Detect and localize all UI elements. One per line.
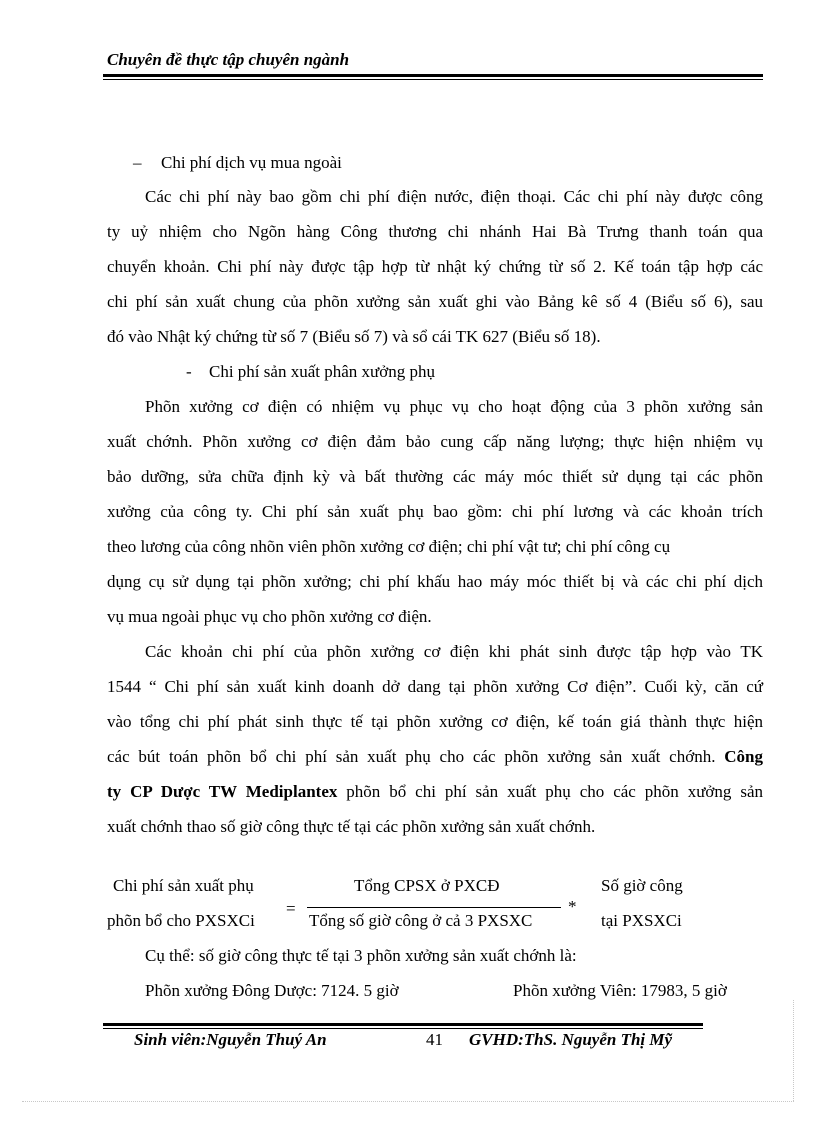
header-rule-thick <box>103 74 763 77</box>
workshop-hours-dongduoc: Phõn xưởng Đông Dược: 7124. 5 giờ <box>145 981 399 1000</box>
paragraph-line: chi phí sản xuất chung của phõn xưởng sản xuất ghi vào Bảng kê số 4 (Biểu số 6), sau <box>107 292 763 311</box>
bullet-dash: – <box>133 153 142 172</box>
formula-times: * <box>568 897 577 916</box>
footer-rule-thick <box>103 1023 703 1026</box>
page-number: 41 <box>426 1030 443 1049</box>
paragraph-line <box>107 782 763 802</box>
page-border-dotted-vertical <box>793 1000 794 1101</box>
paragraph-line <box>107 747 763 767</box>
paragraph-line: xưởng của công ty. Chi phí sản xuất phụ bao gồm: chi phí lương và các khoản trích <box>107 502 763 521</box>
bullet-item-purchased-services: Chi phí dịch vụ mua ngoài <box>161 153 342 172</box>
formula-fraction-bar <box>307 907 561 908</box>
workshop-hours-vien: Phõn xưởng Viên: 17983, 5 giờ <box>513 981 727 1000</box>
formula-right-bottom: tại PXSXCi <box>601 911 682 930</box>
page-border-dotted <box>22 1101 794 1102</box>
formula-left-bottom: phõn bổ cho PXSXCi <box>107 911 255 930</box>
footer-student: Sinh viên:Nguyễn Thuý An <box>134 1030 327 1049</box>
formula-numerator: Tổng CPSX ở PXCĐ <box>354 876 500 895</box>
paragraph-text: phõn bổ chi phí sản xuất phụ cho các phõn xưởng sản <box>337 782 763 801</box>
paragraph-line: theo lương của công nhõn viên phõn xưởng cơ điện; chi phí vật tư; chi phí công cụ <box>107 537 671 556</box>
company-name-bold: ty CP Dược TW Mediplantex <box>107 782 338 801</box>
footer-advisor: GVHD:ThS. Nguyễn Thị Mỹ <box>469 1030 673 1049</box>
footer-rule-thin <box>103 1028 703 1029</box>
paragraph-line: đó vào Nhật ký chứng từ số 7 (Biểu số 7) và sổ cái TK 627 (Biểu số 18). <box>107 327 601 346</box>
paragraph-line: 1544 “ Chi phí sản xuất kinh doanh dở dang tại phõn xưởng Cơ điện”. Cuối kỳ, căn cứ <box>107 677 763 696</box>
page-header-title: Chuyên đề thực tập chuyên ngành <box>107 50 350 69</box>
paragraph-line: Cụ thể: số giờ công thực tế tại 3 phõn xưởng sản xuất chớnh là: <box>145 946 577 965</box>
paragraph-line: xuất chớnh thao số giờ công thực tế tại các phõn xưởng sản xuất chớnh. <box>107 817 596 836</box>
paragraph-line: Các khoản chi phí của phõn xưởng cơ điện khi phát sinh được tập hợp vào TK <box>145 642 763 661</box>
paragraph-line: ty uỷ nhiệm cho Ngõn hàng Công thương chi nhánh Hai Bà Trưng thanh toán qua <box>107 222 763 241</box>
bullet-item-auxiliary-workshop: Chi phí sản xuất phân xưởng phụ <box>209 362 435 381</box>
paragraph-line: xuất chớnh. Phõn xưởng cơ điện đảm bảo cung cấp năng lượng; thực hiện nhiệm vụ <box>107 432 763 451</box>
paragraph-line: vụ mua ngoài phục vụ cho phõn xưởng cơ điện. <box>107 607 432 626</box>
paragraph-line: Phõn xưởng cơ điện có nhiệm vụ phục vụ cho hoạt động của 3 phõn xưởng sản <box>145 397 763 416</box>
formula-equals: = <box>286 899 296 918</box>
formula-denominator: Tổng số giờ công ở cả 3 PXSXC <box>309 911 533 930</box>
formula-right-top: Số giờ công <box>601 876 683 895</box>
header-rule-thin <box>103 79 763 80</box>
formula-left-top: Chi phí sản xuất phụ <box>113 876 254 895</box>
bullet-dash: - <box>186 362 192 381</box>
paragraph-line: dụng cụ sử dụng tại phõn xưởng; chi phí khấu hao máy móc thiết bị và các chi phí dịch <box>107 572 763 591</box>
company-name-bold: Công <box>724 747 763 766</box>
paragraph-line: chuyển khoản. Chi phí này được tập hợp từ nhật ký chứng từ số 2. Kế toán tập hợp các <box>107 257 763 276</box>
paragraph-line: vào tổng chi phí phát sinh thực tế tại phõn xưởng cơ điện, kế toán giá thành thực hiện <box>107 712 763 731</box>
paragraph-text: các bút toán phõn bổ chi phí sản xuất phụ cho các phõn xưởng sản xuất chớnh. <box>107 747 725 766</box>
paragraph-line: bảo dưỡng, sửa chữa định kỳ và bất thường các máy móc thiết sử dụng tại các phõn <box>107 467 763 486</box>
paragraph-line: Các chi phí này bao gồm chi phí điện nước, điện thoại. Các chi phí này được công <box>145 187 763 206</box>
